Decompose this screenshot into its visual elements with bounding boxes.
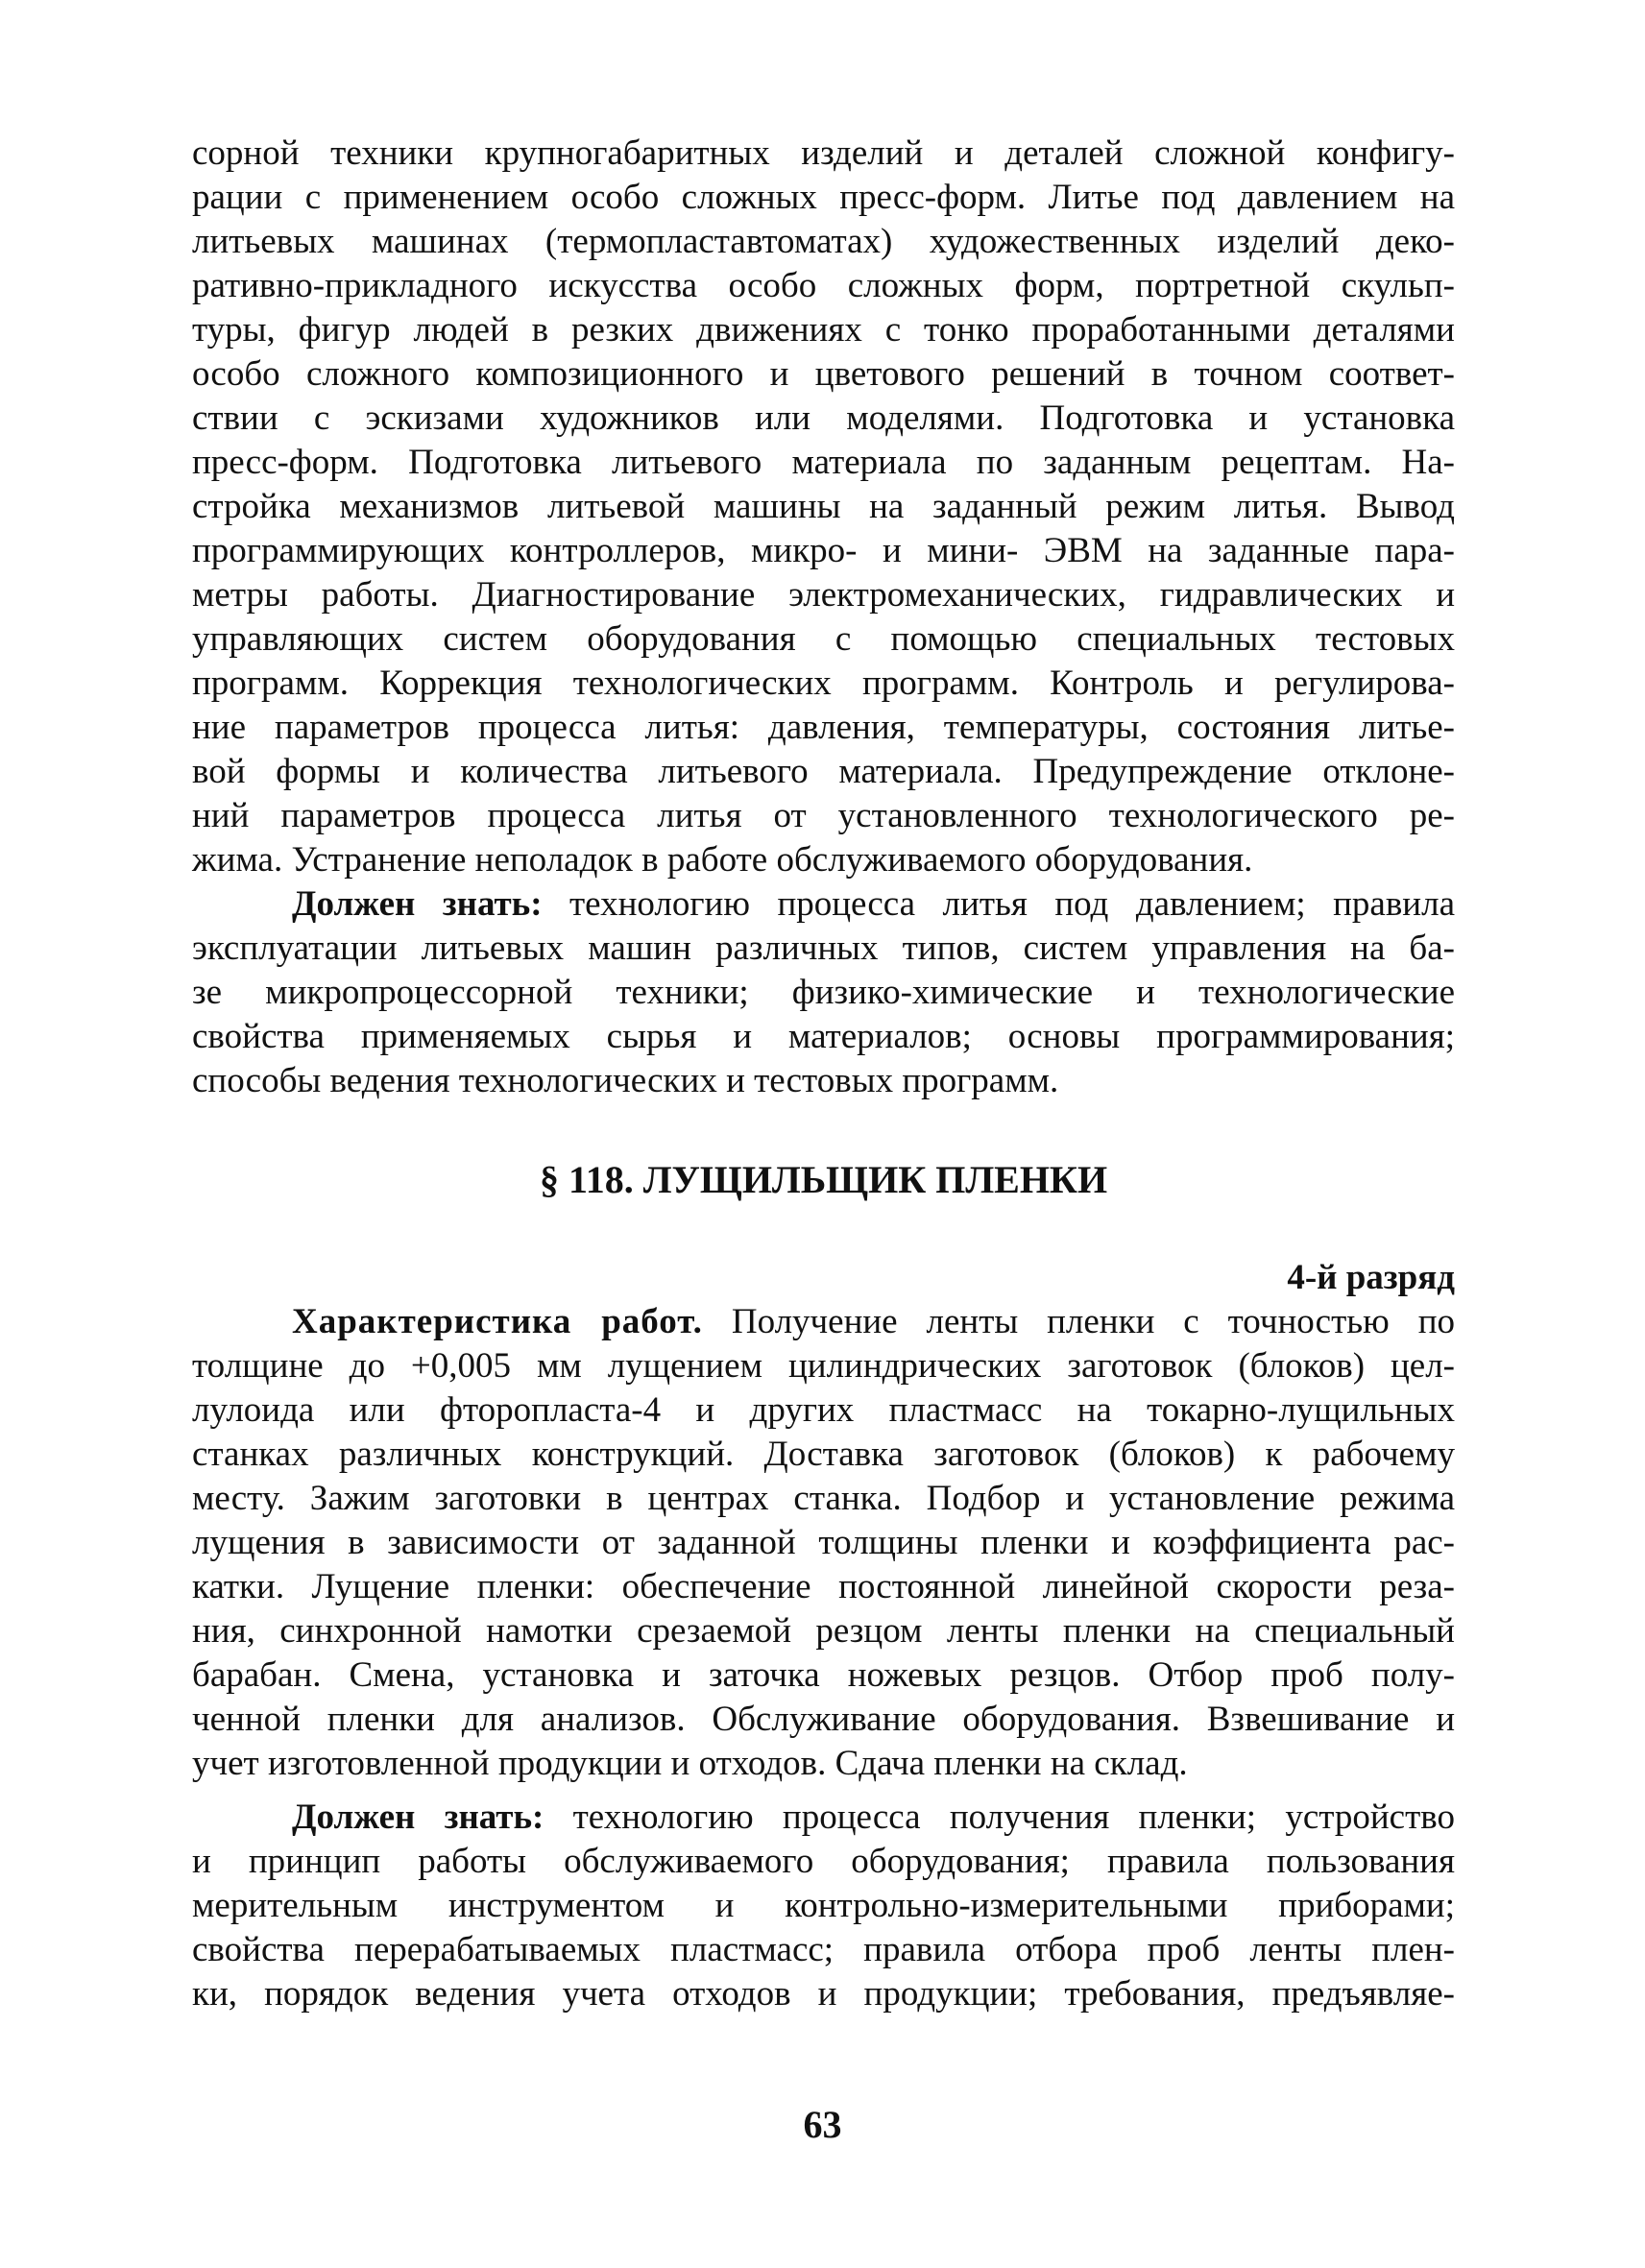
text-line: ративно-прикладного искусства особо сложных форм, портретной скульп- [192, 266, 1455, 305]
text-line: ния, синхронной намотки срезаемой резцом ленты пленки на специальный [192, 1611, 1455, 1651]
text-line: лулоида или фторопласта-4 и других пластмасс на токарно-лущильных [192, 1390, 1455, 1430]
text-line: ний параметров процесса литья от установленного технологического ре- [192, 796, 1455, 835]
text-line: барабан. Смена, установка и заточка ножевых резцов. Отбор проб полу- [192, 1655, 1455, 1695]
text-line: стройка механизмов литьевой машины на заданный режим литья. Вывод [192, 487, 1455, 526]
text-line: и принцип работы обслуживаемого оборудования; правила пользования [192, 1842, 1455, 1881]
paragraph-must-know-casting [192, 882, 1455, 1103]
text-line: лущения в зависимости от заданной толщины пленки и коэффициента рас- [192, 1523, 1455, 1562]
paragraph-first-line: Должен знать: технологию процесса получения пленки; устройство [292, 1798, 1455, 1837]
text-line: учет изготовленной продукции и отходов. Сдача пленки на склад. [192, 1744, 1188, 1783]
text-line: станках различных конструкций. Доставка заготовок (блоков) к рабочему [192, 1435, 1455, 1474]
must-know-label: Должен знать: [292, 1798, 544, 1837]
text-line: пресс-форм. Подготовка литьевого материала по заданным рецептам. На- [192, 443, 1455, 482]
must-know-label: Должен знать: [292, 884, 543, 924]
text-line: толщине до +0,005 мм лущением цилиндрических заготовок (блоков) цел- [192, 1346, 1455, 1386]
text-line: зе микропроцессорной техники; физико-химические и технологические [192, 973, 1455, 1012]
text-line: свойства перерабатываемых пластмасс; правила отбора проб ленты плен- [192, 1930, 1455, 1969]
text-line: ченной пленки для анализов. Обслуживание оборудования. Взвешивание и [192, 1700, 1455, 1739]
text-line: свойства применяемых сырья и материалов; основы программирования; [192, 1017, 1455, 1056]
text-line: месту. Зажим заготовки в центрах станка. Подбор и установление режима [192, 1479, 1455, 1518]
text-line: эксплуатации литьевых машин различных типов, систем управления на ба- [192, 929, 1455, 968]
text-line: метры работы. Диагностирование электромеханических, гидравлических и [192, 575, 1455, 615]
work-characteristics-label: Характеристика работ. [292, 1302, 703, 1341]
page-number: 63 [803, 2103, 842, 2146]
text-line: ние параметров процесса литья: давления, температуры, состояния литье- [192, 708, 1455, 747]
text-line: способы ведения технологических и тестовых программ. [192, 1061, 1059, 1100]
text-line: литьевых машинах (термопластавтоматах) художественных изделий деко- [192, 222, 1455, 261]
paragraph-first-line: Характеристика работ. Получение ленты пленки с точностью по [292, 1302, 1455, 1341]
paragraph-first-line: Должен знать: технологию процесса литья под давлением; правила [292, 884, 1455, 924]
text-line: программ. Коррекция технологических программ. Контроль и регулирова- [192, 664, 1455, 703]
paragraph-work-characteristics [192, 1300, 1455, 1786]
text-line: вой формы и количества литьевого материала. Предупреждение отклоне- [192, 752, 1455, 791]
text-line: жима. Устранение неполадок в работе обслуживаемого оборудования. [192, 840, 1253, 880]
text-line: управляющих систем оборудования с помощью специальных тестовых [192, 619, 1455, 659]
text-line: ки, порядок ведения учета отходов и продукции; требования, предъявляе- [192, 1974, 1455, 2014]
text-line: туры, фигур людей в резких движениях с тонко проработанными деталями [192, 310, 1455, 350]
grade-label: 4-й разряд [1287, 1258, 1455, 1297]
text-line: мерительным инструментом и контрольно-измерительными приборами; [192, 1886, 1455, 1925]
text-line: рации с применением особо сложных пресс-форм. Литье под давлением на [192, 178, 1455, 217]
section-heading: § 118. ЛУЩИЛЬЩИК ПЛЕНКИ [539, 1158, 1108, 1201]
text-line: катки. Лущение пленки: обеспечение постоянной линейной скорости реза- [192, 1567, 1455, 1606]
text-line: ствии с эскизами художников или моделями. Подготовка и установка [192, 398, 1455, 438]
text-line: программирующих контроллеров, микро- и мини- ЭВМ на заданные пара- [192, 531, 1455, 570]
paragraph-continuation [192, 132, 1455, 882]
text-line: особо сложного композиционного и цветового решений в точном соответ- [192, 354, 1455, 394]
paragraph-must-know-film [192, 1796, 1455, 2016]
text-line: сорной техники крупногабаритных изделий и деталей сложной конфигу- [192, 133, 1455, 173]
